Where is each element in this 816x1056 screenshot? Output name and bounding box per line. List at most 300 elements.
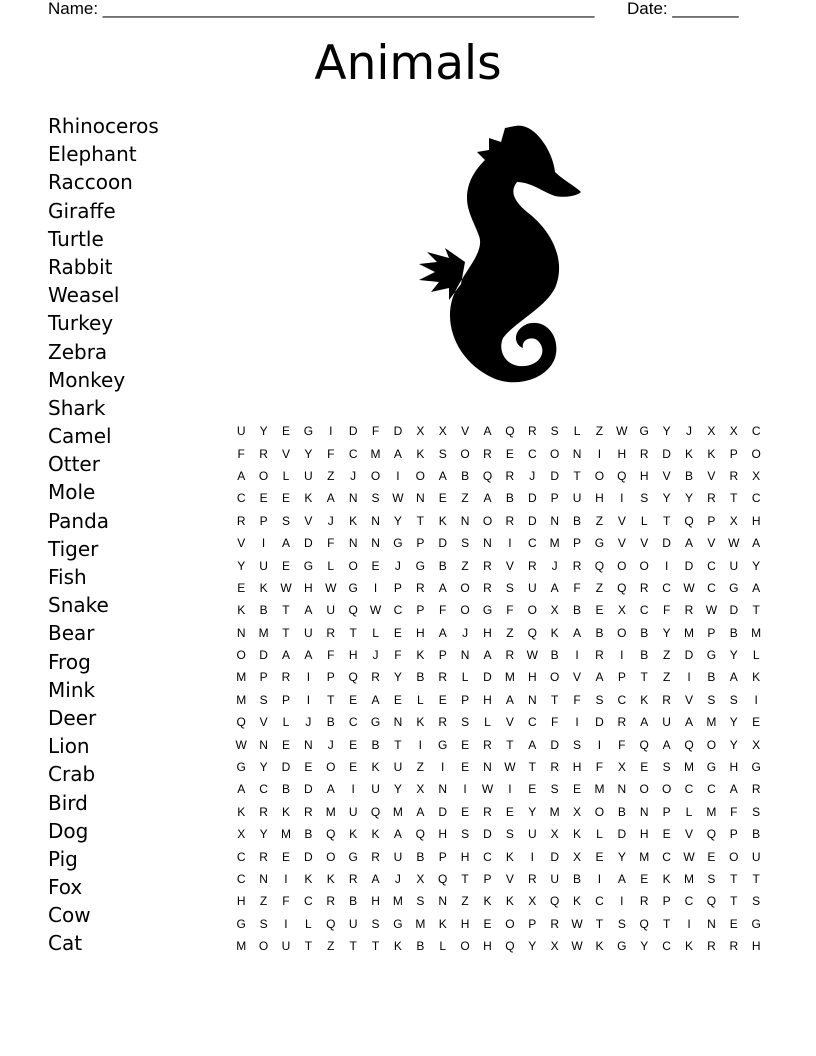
grid-letter[interactable]: X xyxy=(416,872,425,886)
grid-letter[interactable]: A xyxy=(438,625,447,640)
grid-letter[interactable]: B xyxy=(640,625,649,640)
grid-letter[interactable]: Q xyxy=(236,715,246,730)
grid-letter[interactable]: C xyxy=(662,580,671,595)
grid-letter[interactable]: A xyxy=(281,536,290,551)
grid-letter[interactable]: C xyxy=(527,715,537,730)
grid-letter[interactable]: Z xyxy=(595,580,604,595)
grid-letter[interactable]: T xyxy=(349,939,357,954)
grid-letter[interactable]: W xyxy=(728,536,740,551)
grid-letter[interactable]: Z xyxy=(595,513,604,528)
grid-letter[interactable]: D xyxy=(483,827,492,842)
grid-letter[interactable]: P xyxy=(707,513,716,528)
grid-letter[interactable]: V xyxy=(281,446,290,461)
grid-letter[interactable]: I xyxy=(575,648,579,663)
grid-letter[interactable]: F xyxy=(595,760,604,775)
grid-letter[interactable]: A xyxy=(640,715,649,730)
grid-letter[interactable]: B xyxy=(573,872,582,886)
grid-letter[interactable]: C xyxy=(684,894,694,909)
grid-letter[interactable]: F xyxy=(618,737,626,752)
grid-letter[interactable]: S xyxy=(461,715,470,730)
grid-letter[interactable]: N xyxy=(707,916,716,931)
grid-letter[interactable]: L xyxy=(461,670,469,685)
grid-letter[interactable]: E xyxy=(281,558,290,573)
grid-letter[interactable]: Y xyxy=(259,424,268,439)
grid-letter[interactable]: R xyxy=(438,670,448,685)
grid-letter[interactable]: C xyxy=(236,849,246,864)
grid-letter[interactable]: T xyxy=(282,625,290,640)
grid-letter[interactable]: F xyxy=(327,536,335,551)
grid-letter[interactable]: G xyxy=(415,558,425,573)
grid-letter[interactable]: H xyxy=(729,760,739,775)
grid-letter[interactable]: Q xyxy=(415,827,425,842)
grid-letter[interactable]: L xyxy=(372,625,379,640)
grid-letter[interactable]: T xyxy=(662,916,671,931)
grid-letter[interactable]: V xyxy=(707,468,716,483)
grid-letter[interactable]: W xyxy=(481,782,494,797)
grid-letter[interactable]: K xyxy=(505,894,514,909)
grid-letter[interactable]: E xyxy=(281,849,290,864)
grid-letter[interactable]: A xyxy=(393,446,402,461)
grid-letter[interactable]: R xyxy=(348,872,358,886)
grid-letter[interactable]: B xyxy=(707,670,716,685)
grid-letter[interactable]: R xyxy=(707,491,716,506)
grid-letter[interactable]: G xyxy=(639,424,649,439)
grid-letter[interactable]: O xyxy=(661,782,672,797)
grid-letter[interactable]: A xyxy=(752,580,761,595)
grid-letter[interactable]: A xyxy=(595,670,604,685)
grid-letter[interactable]: Q xyxy=(617,468,627,483)
grid-letter[interactable]: T xyxy=(349,625,357,640)
grid-letter[interactable]: T xyxy=(304,939,313,954)
grid-letter[interactable]: C xyxy=(662,849,671,864)
grid-letter[interactable]: U xyxy=(236,424,246,439)
grid-letter[interactable]: U xyxy=(393,760,403,775)
grid-letter[interactable]: E xyxy=(237,580,246,595)
grid-letter[interactable]: E xyxy=(349,692,358,707)
grid-letter[interactable]: I xyxy=(418,737,422,752)
grid-letter[interactable]: K xyxy=(573,827,582,842)
grid-letter[interactable]: H xyxy=(304,580,313,595)
grid-letter[interactable]: P xyxy=(461,692,470,707)
grid-letter[interactable]: N xyxy=(438,894,448,909)
grid-letter[interactable]: E xyxy=(573,782,582,797)
grid-letter[interactable]: P xyxy=(707,625,716,640)
grid-letter[interactable]: I xyxy=(664,558,669,573)
grid-letter[interactable]: H xyxy=(595,491,604,506)
grid-letter[interactable]: N xyxy=(527,692,537,707)
grid-letter[interactable]: Z xyxy=(327,939,335,954)
grid-letter[interactable]: Q xyxy=(326,827,336,842)
grid-letter[interactable]: D xyxy=(527,513,537,528)
grid-letter[interactable]: Y xyxy=(729,648,738,663)
grid-letter[interactable]: O xyxy=(527,603,537,618)
grid-letter[interactable]: T xyxy=(394,737,402,752)
grid-letter[interactable]: K xyxy=(438,916,447,931)
grid-letter[interactable]: M xyxy=(504,670,515,685)
grid-letter[interactable]: G xyxy=(751,916,761,931)
grid-letter[interactable]: H xyxy=(751,939,761,954)
grid-letter[interactable]: Y xyxy=(393,670,402,685)
grid-letter[interactable]: I xyxy=(284,872,288,886)
grid-letter[interactable]: P xyxy=(573,536,582,551)
grid-letter[interactable]: W xyxy=(369,603,382,618)
grid-letter[interactable]: M xyxy=(236,692,247,707)
grid-letter[interactable]: H xyxy=(483,692,492,707)
grid-letter[interactable]: C xyxy=(259,782,268,797)
grid-letter[interactable]: T xyxy=(416,513,424,528)
grid-letter[interactable]: U xyxy=(371,782,380,797)
grid-letter[interactable]: P xyxy=(483,872,492,886)
grid-letter[interactable]: Y xyxy=(685,491,694,506)
grid-letter[interactable]: A xyxy=(573,625,582,640)
grid-letter[interactable]: A xyxy=(393,827,402,842)
grid-letter[interactable]: F xyxy=(371,424,380,439)
grid-letter[interactable]: J xyxy=(350,468,357,483)
grid-letter[interactable]: G xyxy=(617,939,627,954)
grid-letter[interactable]: D xyxy=(550,468,559,483)
grid-letter[interactable]: M xyxy=(706,804,717,819)
grid-letter[interactable]: U xyxy=(751,849,761,864)
grid-letter[interactable]: P xyxy=(281,692,290,707)
grid-letter[interactable]: B xyxy=(685,468,694,483)
grid-letter[interactable]: W xyxy=(571,916,583,931)
grid-letter[interactable]: R xyxy=(505,468,515,483)
grid-letter[interactable]: B xyxy=(640,648,649,663)
grid-letter[interactable]: W xyxy=(616,424,628,439)
grid-letter[interactable]: S xyxy=(259,916,268,931)
grid-letter[interactable]: U xyxy=(326,603,336,618)
grid-letter[interactable]: Q xyxy=(617,580,627,595)
grid-letter[interactable]: U xyxy=(304,625,313,640)
grid-letter[interactable]: T xyxy=(730,872,738,886)
grid-letter[interactable]: V xyxy=(640,536,649,551)
grid-letter[interactable]: D xyxy=(527,491,537,506)
grid-letter[interactable]: D xyxy=(595,715,604,730)
grid-letter[interactable]: R xyxy=(415,580,425,595)
grid-letter[interactable]: M xyxy=(549,536,560,551)
grid-letter[interactable]: R xyxy=(236,513,246,528)
grid-letter[interactable]: H xyxy=(483,939,492,954)
grid-letter[interactable]: O xyxy=(594,804,605,819)
grid-letter[interactable]: R xyxy=(483,737,492,752)
grid-letter[interactable]: L xyxy=(282,468,290,483)
grid-letter[interactable]: U xyxy=(304,468,313,483)
grid-letter[interactable]: R xyxy=(304,804,313,819)
grid-letter[interactable]: A xyxy=(550,580,559,595)
grid-letter[interactable]: C xyxy=(527,536,537,551)
grid-letter[interactable]: I xyxy=(261,536,266,551)
grid-letter[interactable]: I xyxy=(306,692,311,707)
grid-letter[interactable]: S xyxy=(505,580,514,595)
grid-letter[interactable]: Q xyxy=(482,468,493,483)
grid-letter[interactable]: R xyxy=(639,580,649,595)
grid-letter[interactable]: E xyxy=(461,760,470,775)
grid-letter[interactable]: J xyxy=(529,468,536,483)
grid-letter[interactable]: H xyxy=(617,446,627,461)
grid-letter[interactable]: Q xyxy=(370,804,381,819)
grid-letter[interactable]: O xyxy=(460,446,470,461)
grid-letter[interactable]: P xyxy=(393,580,402,595)
grid-letter[interactable]: I xyxy=(597,872,602,886)
grid-letter[interactable]: U xyxy=(348,804,358,819)
grid-letter[interactable]: E xyxy=(349,737,358,752)
grid-letter[interactable]: J xyxy=(305,715,312,730)
grid-letter[interactable]: F xyxy=(394,648,402,663)
grid-letter[interactable]: B xyxy=(550,648,559,663)
grid-letter[interactable]: I xyxy=(373,580,378,595)
grid-letter[interactable]: D xyxy=(684,558,694,573)
grid-letter[interactable]: L xyxy=(685,804,693,819)
grid-letter[interactable]: L xyxy=(640,513,648,528)
grid-letter[interactable]: K xyxy=(371,760,380,775)
grid-letter[interactable]: O xyxy=(617,558,627,573)
grid-letter[interactable]: E xyxy=(281,737,290,752)
grid-letter[interactable]: K xyxy=(573,894,582,909)
grid-letter[interactable]: R xyxy=(259,849,268,864)
grid-letter[interactable]: M xyxy=(258,625,269,640)
grid-letter[interactable]: N xyxy=(259,737,268,752)
grid-letter[interactable]: S xyxy=(371,916,380,931)
grid-letter[interactable]: A xyxy=(752,536,761,551)
grid-letter[interactable]: I xyxy=(597,737,602,752)
grid-letter[interactable]: C xyxy=(304,894,313,909)
grid-letter[interactable]: R xyxy=(617,715,627,730)
grid-letter[interactable]: A xyxy=(483,648,492,663)
grid-letter[interactable]: Y xyxy=(662,424,671,439)
grid-letter[interactable]: A xyxy=(281,648,290,663)
grid-letter[interactable]: L xyxy=(282,715,290,730)
grid-letter[interactable]: Z xyxy=(662,670,671,685)
grid-letter[interactable]: K xyxy=(595,939,604,954)
grid-letter[interactable]: S xyxy=(281,513,290,528)
grid-letter[interactable]: C xyxy=(751,424,761,439)
grid-letter[interactable]: R xyxy=(505,648,515,663)
grid-letter[interactable]: M xyxy=(236,939,247,954)
grid-letter[interactable]: R xyxy=(505,513,515,528)
grid-letter[interactable]: T xyxy=(371,939,380,954)
grid-letter[interactable]: E xyxy=(505,804,514,819)
grid-letter[interactable]: R xyxy=(281,670,291,685)
grid-letter[interactable]: G xyxy=(482,603,493,618)
grid-letter[interactable]: X xyxy=(573,804,582,819)
grid-letter[interactable]: C xyxy=(348,715,358,730)
grid-letter[interactable]: R xyxy=(527,872,537,886)
grid-letter[interactable]: D xyxy=(393,424,403,439)
grid-letter[interactable]: R xyxy=(595,648,604,663)
grid-letter[interactable]: J xyxy=(327,513,334,528)
grid-letter[interactable]: A xyxy=(729,670,738,685)
grid-letter[interactable]: V xyxy=(505,872,514,886)
grid-letter[interactable]: Z xyxy=(461,491,469,506)
grid-letter[interactable]: H xyxy=(639,468,649,483)
grid-letter[interactable]: W xyxy=(235,737,247,752)
grid-letter[interactable]: S xyxy=(707,872,716,886)
grid-letter[interactable]: Y xyxy=(304,446,313,461)
grid-letter[interactable]: R xyxy=(729,939,739,954)
grid-letter[interactable]: A xyxy=(237,468,246,483)
grid-letter[interactable]: K xyxy=(326,872,335,886)
grid-letter[interactable]: E xyxy=(707,849,716,864)
grid-letter[interactable]: H xyxy=(460,916,470,931)
grid-letter[interactable]: O xyxy=(549,670,560,685)
grid-letter[interactable]: K xyxy=(752,670,761,685)
grid-letter[interactable]: I xyxy=(620,491,624,506)
grid-letter[interactable]: Q xyxy=(639,737,649,752)
grid-letter[interactable]: I xyxy=(306,670,311,685)
grid-letter[interactable]: N xyxy=(550,513,559,528)
grid-letter[interactable]: C xyxy=(707,580,716,595)
grid-letter[interactable]: D xyxy=(259,648,268,663)
grid-letter[interactable]: O xyxy=(706,737,717,752)
grid-letter[interactable]: I xyxy=(351,782,355,797)
grid-letter[interactable]: Y xyxy=(662,491,671,506)
grid-letter[interactable]: S xyxy=(707,692,716,707)
grid-letter[interactable]: R xyxy=(684,603,694,618)
grid-letter[interactable]: O xyxy=(460,580,470,595)
grid-letter[interactable]: T xyxy=(662,513,671,528)
grid-letter[interactable]: F xyxy=(439,603,447,618)
grid-letter[interactable]: W xyxy=(280,580,292,595)
grid-letter[interactable]: E xyxy=(752,715,761,730)
grid-letter[interactable]: A xyxy=(528,737,537,752)
grid-letter[interactable]: I xyxy=(620,894,624,909)
grid-letter[interactable]: T xyxy=(550,692,559,707)
grid-letter[interactable]: Q xyxy=(706,894,717,909)
grid-letter[interactable]: V xyxy=(461,424,470,439)
grid-letter[interactable]: F xyxy=(573,580,581,595)
grid-letter[interactable]: M xyxy=(684,872,694,886)
grid-letter[interactable]: C xyxy=(527,446,537,461)
grid-letter[interactable]: J xyxy=(462,625,469,640)
grid-letter[interactable]: K xyxy=(438,513,447,528)
grid-letter[interactable]: C xyxy=(707,558,716,573)
grid-letter[interactable]: E xyxy=(371,558,380,573)
grid-letter[interactable]: B xyxy=(416,939,425,954)
grid-letter[interactable]: O xyxy=(348,558,358,573)
grid-letter[interactable]: Q xyxy=(438,872,448,886)
grid-letter[interactable]: W xyxy=(526,648,538,663)
grid-letter[interactable]: S xyxy=(729,692,738,707)
grid-letter[interactable]: N xyxy=(371,536,380,551)
grid-letter[interactable]: D xyxy=(550,849,559,864)
grid-letter[interactable]: J xyxy=(327,737,334,752)
grid-letter[interactable]: H xyxy=(483,625,492,640)
grid-letter[interactable]: S xyxy=(595,692,604,707)
grid-letter[interactable]: L xyxy=(416,692,424,707)
grid-letter[interactable]: B xyxy=(281,782,290,797)
grid-letter[interactable]: O xyxy=(326,849,336,864)
grid-letter[interactable]: O xyxy=(460,603,470,618)
grid-letter[interactable]: Q xyxy=(594,558,605,573)
grid-letter[interactable]: Q xyxy=(706,827,717,842)
grid-letter[interactable]: C xyxy=(236,491,246,506)
grid-letter[interactable]: B xyxy=(573,603,582,618)
grid-letter[interactable]: T xyxy=(640,670,648,685)
grid-letter[interactable]: L xyxy=(439,939,447,954)
grid-letter[interactable]: M xyxy=(370,446,381,461)
grid-letter[interactable]: K xyxy=(281,804,290,819)
grid-letter[interactable]: R xyxy=(527,558,537,573)
grid-letter[interactable]: M xyxy=(280,827,291,842)
grid-letter[interactable]: Y xyxy=(729,715,738,730)
grid-letter[interactable]: R xyxy=(550,916,559,931)
grid-letter[interactable]: A xyxy=(685,536,694,551)
grid-letter[interactable]: N xyxy=(304,737,313,752)
grid-letter[interactable]: X xyxy=(528,894,537,909)
grid-letter[interactable]: Q xyxy=(348,603,358,618)
grid-letter[interactable]: A xyxy=(685,715,694,730)
grid-letter[interactable]: V xyxy=(685,692,694,707)
grid-letter[interactable]: D xyxy=(304,782,313,797)
grid-letter[interactable]: A xyxy=(326,491,335,506)
grid-letter[interactable]: O xyxy=(751,446,761,461)
grid-letter[interactable]: M xyxy=(549,804,560,819)
grid-letter[interactable]: K xyxy=(707,446,716,461)
grid-letter[interactable]: X xyxy=(438,424,447,439)
grid-letter[interactable]: Y xyxy=(393,782,402,797)
grid-letter[interactable]: X xyxy=(729,424,738,439)
grid-letter[interactable]: T xyxy=(730,491,738,506)
grid-letter[interactable]: D xyxy=(281,760,291,775)
grid-letter[interactable]: Q xyxy=(527,625,537,640)
grid-letter[interactable]: F xyxy=(327,648,335,663)
grid-letter[interactable]: W xyxy=(705,603,718,618)
grid-letter[interactable]: X xyxy=(729,513,738,528)
grid-letter[interactable]: E xyxy=(281,424,290,439)
grid-letter[interactable]: Z xyxy=(662,648,671,663)
grid-letter[interactable]: B xyxy=(617,804,626,819)
grid-letter[interactable]: R xyxy=(483,804,492,819)
grid-letter[interactable]: P xyxy=(416,536,425,551)
grid-letter[interactable]: S xyxy=(505,827,514,842)
grid-letter[interactable]: Y xyxy=(528,804,537,819)
grid-letter[interactable]: X xyxy=(617,760,626,775)
grid-letter[interactable]: V xyxy=(617,513,626,528)
grid-letter[interactable]: G xyxy=(706,760,717,775)
grid-letter[interactable]: S xyxy=(371,491,380,506)
grid-letter[interactable]: M xyxy=(684,625,694,640)
grid-letter[interactable]: T xyxy=(573,468,581,483)
grid-letter[interactable]: N xyxy=(259,872,268,886)
grid-letter[interactable]: R xyxy=(259,446,268,461)
grid-letter[interactable]: G xyxy=(729,580,739,595)
grid-letter[interactable]: L xyxy=(596,827,603,842)
grid-letter[interactable]: Z xyxy=(461,894,469,909)
grid-letter[interactable]: M xyxy=(392,894,403,909)
grid-letter[interactable]: M xyxy=(639,849,650,864)
grid-letter[interactable]: K xyxy=(349,827,358,842)
grid-letter[interactable]: B xyxy=(416,670,425,685)
grid-letter[interactable]: L xyxy=(752,648,760,663)
grid-letter[interactable]: J xyxy=(394,872,401,886)
grid-letter[interactable]: P xyxy=(438,849,447,864)
grid-letter[interactable]: H xyxy=(751,513,761,528)
grid-letter[interactable]: S xyxy=(752,894,761,909)
grid-letter[interactable]: K xyxy=(685,939,694,954)
grid-letter[interactable]: A xyxy=(729,782,738,797)
grid-letter[interactable]: A xyxy=(237,782,246,797)
grid-letter[interactable]: F xyxy=(506,603,514,618)
grid-letter[interactable]: O xyxy=(729,849,739,864)
grid-letter[interactable]: N xyxy=(438,782,448,797)
grid-letter[interactable]: Z xyxy=(595,424,604,439)
grid-letter[interactable]: P xyxy=(662,804,671,819)
grid-letter[interactable]: D xyxy=(729,603,739,618)
grid-letter[interactable]: Y xyxy=(729,737,738,752)
grid-letter[interactable]: C xyxy=(236,872,246,886)
grid-letter[interactable]: A xyxy=(483,491,492,506)
grid-letter[interactable]: P xyxy=(259,670,268,685)
